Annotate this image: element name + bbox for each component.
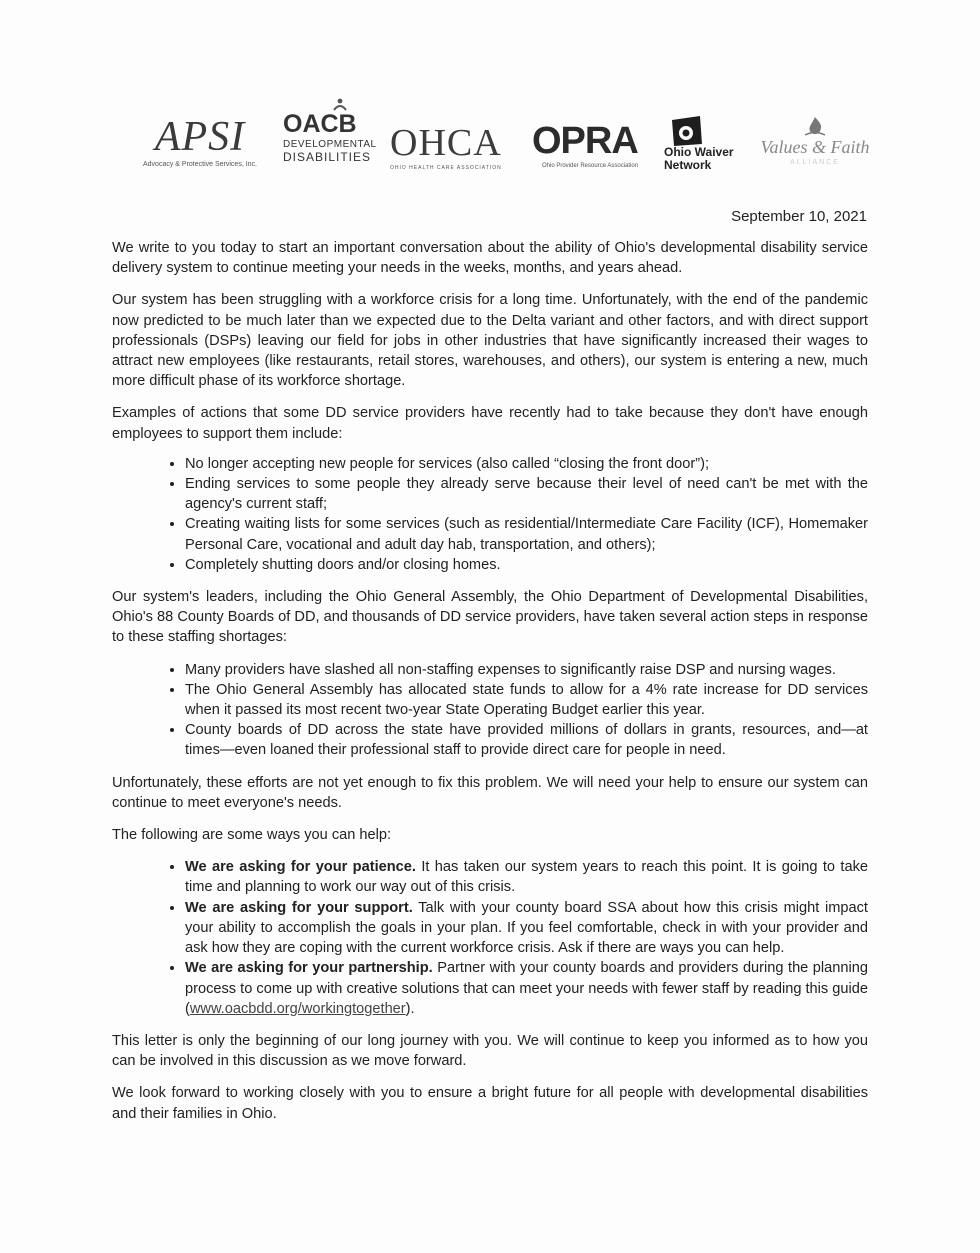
help-list	[112, 857, 868, 1019]
paragraph-not-enough: Unfortunately, these efforts are not yet enough to fix this problem. We will need your help to ensure our system can continue to meet everyone's needs.	[112, 774, 868, 811]
flame-icon	[803, 116, 827, 138]
waiver-line2: Network	[664, 157, 712, 172]
oacb-logo	[283, 98, 377, 164]
values-faith-logo	[760, 116, 870, 166]
list-item: • County boards of DD across the state have provided millions of dollars in grants, resources, and—at times—even loaned their professional staff to provide direct care for people in need.	[185, 720, 868, 760]
list-item: • Creating waiting lists for some services (such as residential/Intermediate Care Facility (ICF), Homemaker Personal Care, vocational and adult day hab, transportation, and others);	[185, 514, 868, 554]
list-item	[185, 857, 868, 897]
paragraph-leaders: Our system's leaders, including the Ohio General Assembly, the Ohio Department of Developmental Disabilities, Ohio's 88 County Boards of DD, and thousands of DD service providers, have taken several action steps in response to these staffing shortages:	[112, 589, 868, 646]
list-item: • The Ohio General Assembly has allocated state funds to allow for a 4% rate increase for DD services when it passed its most recent two-year State Operating Budget earlier this year.	[185, 680, 868, 720]
list-item: • Ending services to some people they already serve because their level of need can't be met with the agency's current staff;	[185, 474, 868, 514]
help-heading: We are asking for your support.	[185, 899, 413, 916]
vaf-mark: Values & Faith	[760, 137, 870, 157]
oacb-line1: DEVELOPMENTAL	[283, 139, 377, 150]
paragraph-crisis: Our system has been struggling with a workforce crisis for a long time. Unfortunately, with the end of the pandemic now predicted to be much later than we expected due to the Delta variant and other factors, and with direct support professionals (DSPs) leaving our field for jobs in other industries that have significantly increased their wages to attract new employees (like restaurants, retail stores, warehouses, and others), our system is entering a new, much more difficult phase of its workforce shortage.	[112, 292, 868, 390]
list-item	[185, 898, 868, 959]
paragraph-journey: This letter is only the beginning of our long journey with you. We will continue to keep you informed as to how you can be involved in this discussion as we move forward.	[112, 1032, 868, 1070]
logo-strip	[140, 112, 870, 184]
help-text: It has taken our system years to reach this point. It is going to take time and planning to work our way out of this crisis.	[185, 859, 868, 896]
paragraph-examples: Examples of actions that some DD service providers have recently had to take because they don't have enough employees to support them include:	[112, 405, 868, 442]
guide-link[interactable]: www.oacbdd.org/workingtogether	[189, 1000, 406, 1017]
list-item: • No longer accepting new people for services (also called “closing the front door”);	[185, 454, 868, 474]
oacb-line2: DISABILITIES	[283, 150, 372, 164]
opra-tagline: Ohio Provider Resource Association	[542, 163, 639, 169]
actions-list	[112, 660, 868, 761]
ohio-waiver-network-logo	[664, 116, 746, 171]
ohio-waiver-emblem-icon	[670, 116, 704, 146]
ohca-tagline: OHIO HEALTH CARE ASSOCIATION	[390, 165, 502, 171]
list-item: • Many providers have slashed all non-staffing expenses to significantly raise DSP and nursing wages.	[185, 660, 868, 680]
oacb-mark: OACB	[283, 110, 357, 138]
letter-date: September 10, 2021	[731, 208, 867, 225]
help-text-after: ).	[405, 1000, 415, 1017]
list-item: • Completely shutting doors and/or closing homes.	[185, 555, 868, 575]
help-heading: We are asking for your partnership.	[185, 960, 433, 977]
help-heading: We are asking for your patience.	[185, 859, 416, 876]
paragraph-ways: The following are some ways you can help:	[112, 827, 392, 844]
ohca-mark: OHCA	[390, 122, 502, 164]
list-item	[185, 958, 868, 1019]
opra-logo	[532, 122, 642, 169]
opra-mark: OPRA	[532, 120, 638, 162]
apsi-mark: APSI	[154, 114, 246, 160]
paragraph-closing: We look forward to working closely with you to ensure a bright future for all people with developmental disabilities and their families in Ohio.	[112, 1085, 868, 1122]
help-text: Partner with your county boards and providers during the planning process to come up with creative solutions that can meet your needs with fewer staff by reading this guide (	[185, 960, 868, 1017]
paragraph-intro: We write to you today to start an important conversation about the ability of Ohio's developmental disability service delivery system to continue meeting your needs in the weeks, months, and years ahead.	[112, 240, 868, 277]
help-text: Talk with your county board SSA about how this crisis might impact your ability to accomplish the goals in your plan. If you feel comfortable, check in with your provider and ask how they are coping with the current workforce crisis. Ask if there are ways you can help.	[185, 899, 868, 957]
apsi-tagline: Advocacy & Protective Services, Inc.	[143, 161, 257, 168]
ohca-logo	[390, 124, 515, 171]
apsi-logo	[140, 116, 260, 168]
vaf-tagline: ALLIANCE	[790, 159, 840, 166]
waiver-line1: Ohio Waiver	[664, 145, 734, 159]
examples-list	[112, 454, 868, 575]
letter-body	[112, 238, 868, 1136]
